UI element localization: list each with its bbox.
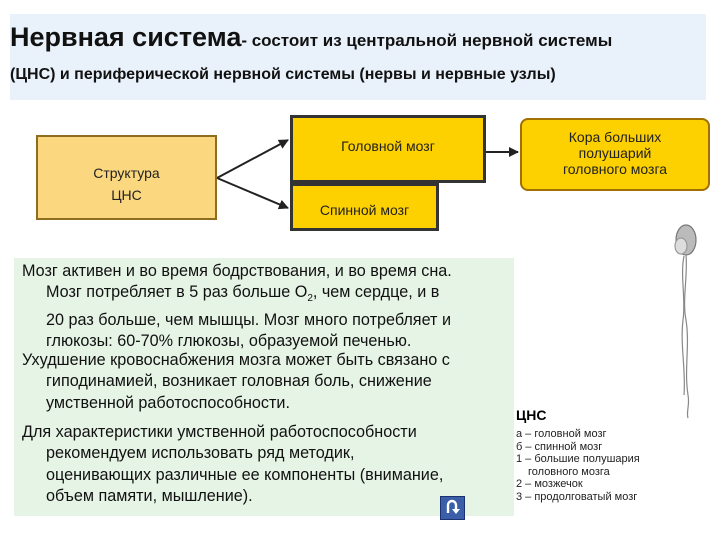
legend-item: а – головной мозг: [516, 428, 607, 440]
brain-box: [290, 115, 486, 183]
p2-line1: Ухудшение кровоснабжения мозга может быть связано с: [22, 351, 450, 369]
title-rest: - состоит из центральной нервной системы: [241, 31, 613, 50]
return-arrow-icon: [441, 497, 464, 519]
p3-line3: оценивающих различные ее компоненты (внимание,: [46, 465, 444, 484]
p1-line4: глюкозы: 60-70% глюкозы, образуемой печенью.: [46, 332, 412, 351]
legend-title: ЦНС: [516, 407, 547, 423]
p1-line1: Мозг активен и во время бодрствования, и во время сна.: [22, 262, 452, 280]
p2-line3: умственной работоспособности.: [46, 393, 290, 412]
spinal-cord-box: [290, 183, 439, 231]
title-line2: (ЦНС) и периферической нервной системы (нервы и нервные узлы): [10, 66, 556, 83]
legend-item: 3 – продолговатый мозг: [516, 490, 638, 503]
paragraph-1: [22, 261, 452, 353]
cortex-label-line3: головного мозга: [562, 161, 668, 177]
title-main: Нервная система: [10, 22, 242, 52]
structure-label-line1: Структура: [93, 165, 160, 181]
structure-cns-box: [36, 135, 217, 220]
brain-label: Головной мозг: [341, 138, 435, 154]
p3-line1: Для характеристики умственной работоспособности: [22, 423, 417, 441]
legend-list: [516, 428, 640, 504]
spinal-cord-label: Спинной мозг: [319, 202, 410, 218]
legend-item: головного мозга: [528, 465, 610, 478]
legend-item: б – спинной мозг: [516, 440, 603, 453]
p3-line2: рекомендуем использовать ряд методик,: [46, 444, 355, 463]
p1-line3: 20 раз больше, чем мышцы. Мозг много потребляет и: [46, 311, 451, 330]
cns-sketch-image: [675, 225, 696, 418]
paragraph-2: [22, 350, 450, 414]
paragraph-3: [22, 422, 443, 508]
p1-line2: Мозг потребляет в 5 раз больше $О_2$, чем сердце, и в: [46, 283, 440, 305]
arrow-to-brain: [217, 140, 288, 178]
cortex-label-line2: полушарий: [578, 145, 652, 161]
return-nav-button[interactable]: [440, 496, 465, 520]
arrow-to-spinal-cord: [217, 178, 288, 208]
legend-item: 2 – мозжечок: [516, 478, 583, 491]
cortex-label-line1: Кора больших: [568, 129, 662, 145]
legend-item: 1 – большие полушария: [516, 453, 640, 466]
p3-line4: объем памяти, мышление).: [46, 487, 253, 506]
structure-label-line2: ЦНС: [111, 187, 142, 203]
p2-line2: гиподинамией, возникает головная боль, снижение: [46, 372, 432, 391]
cortex-box: [520, 118, 710, 191]
